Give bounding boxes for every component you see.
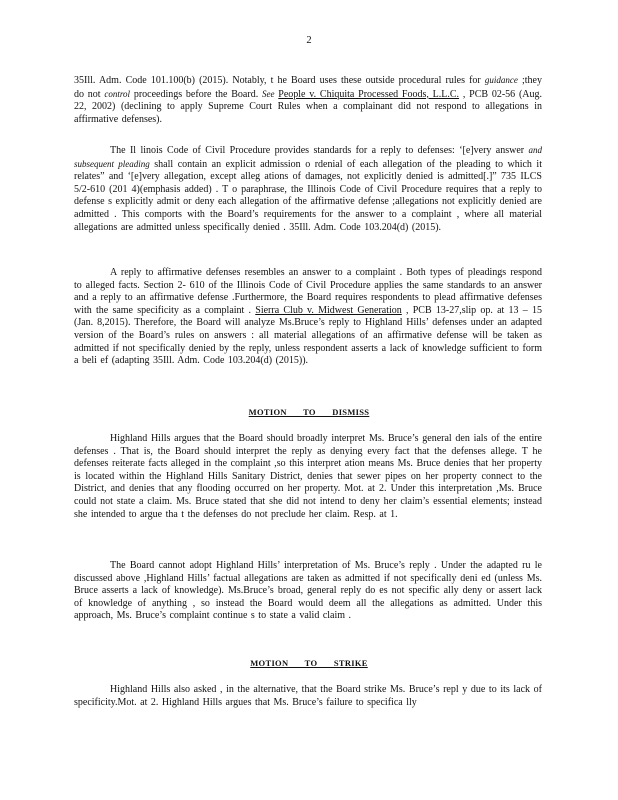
text-run: shall contain an explicit admission o rdenial of each allegation of the pleading to which it relates” and ‘[e]very allegation, except alleg ations of damages, not explicitly denied is admitted[.]” 735 ILCS 5/2-610 (201 4)(emphasis added) . T o paraphrase, the Illinois Code of Civil Procedure requires that a reply to defense s explicitly admit or deny each allegation of the affirmative defense ;allegations not explicitly denied are admitted . This comports with the Board’s requirements for the answer to a complaint , where all material allegations are admitted unless specifically denied . 35Ill. Adm. Code 103.204(d) (2015). [74, 158, 542, 233]
text-run: The Board cannot adopt Highland Hills’ interpretation of Ms. Bruce’s reply . Under the adapted ru le discussed above ,Highland Hills’ factual allegations are taken as admitted if not specifically deni ed (unless Ms. Bruce asserts a lack of knowledge). Ms.Bruce’s broad, general reply do es not specific ally deny or assert lack of knowledge of anything , so instead the Board would deem all the allegations as admitted. Under this approach, Ms. Bruce’s complaint continue s to state a valid claim . [74, 560, 542, 622]
emphasis-text: control [104, 88, 131, 99]
text-run: , PCB 02-56 (Aug. 22, 2002) (declining to apply Supreme Court Rules when a complainant did not respond to allegations in affirmative defenses). [74, 88, 542, 125]
case-citation: Sierra Club v. Midwest Generation [255, 304, 402, 316]
signal-word: See [261, 88, 275, 99]
paragraph-civil-procedure [74, 144, 542, 234]
text-run: Highland Hills also asked , in the alternative, that the Board strike Ms. Bruce’s repl y due to its lack of specificity.Mot. at 2. Highland Hills argues that Ms. Bruce’s failure to specifica lly [74, 684, 542, 708]
text-run: proceedings before the Board. [130, 88, 262, 100]
paragraph-procedural-rules [74, 74, 542, 126]
text-run: Highland Hills argues that the Board should broadly interpret Ms. Bruce’s general den ials of the entire defenses . That is, the Board should interpret the reply as denying every fact that the defenses allege. T he defenses reiterate facts alleged in the complaint ,so this interpret ation means Ms. Bruce denies that her property is located within the Highland Hills Sanitary District, denies that sewer pipes on her property connect to the District, and denies that any flooding occurred on her property. Mot. at 2. Under this interpretation ,Ms. Bruce could not state a claim. Ms. Bruce stated that she did not intend to deny her claim’s essential elements; instead she intended to argue tha t the defenses do not preclude her claim. Resp. at 1. [74, 433, 542, 520]
paragraph-reply-resembles-answer [74, 267, 542, 368]
paragraph-board-cannot-adopt [74, 560, 542, 623]
text-run: The Il linois Code of Civil Procedure provides standards for a reply to defenses: ‘[e]very answer [110, 145, 529, 156]
text-run: 35Ill. Adm. Code 101.100(b) (2015). Notably, t he Board uses these outside procedural rules for [74, 75, 485, 86]
text-run: , PCB 13-27,slip op. at 13 – 15 (Jan. 8,2015). Therefore, the Board will analyze Ms.Bruce’s reply to Highland Hills’ defenses under an adapted version of the Board’s rules on answers : all material allegations of an affirmative defense will be taken as admitted if not specifically denied by the reply, unless respondent asserts a lack of knowledge sufficient to form a beli ef (adapting 35Ill. Adm. Code 103.204(d) (2015)). [74, 304, 542, 367]
page-number: 2 [306, 35, 312, 46]
paragraph-motion-to-strike [74, 684, 542, 709]
section-heading-motion-to-dismiss: MOTION TO DISMISS [248, 407, 370, 417]
paragraph-motion-to-dismiss [74, 433, 542, 521]
emphasis-text: guidance [484, 75, 518, 85]
section-heading-motion-to-strike: MOTION TO STRIKE [250, 658, 368, 668]
text-run: A reply to affirmative defenses resembles an answer to a complaint . Both types of pleadings respond to alleged facts. Section 2- 610 of the Illinois Code of Civil Procedure applies the same standards to an answer and a reply to an affirmative defense .Furthermore, the Board requires respondents to plead affirmative defenses with the same specificity as a complaint . [74, 267, 542, 316]
case-citation: People v. Chiquita Processed Foods, L.L.C. [278, 88, 460, 100]
emphasis-text: and subsequent pleading [74, 145, 542, 169]
text-run: ;they do not [74, 75, 542, 100]
